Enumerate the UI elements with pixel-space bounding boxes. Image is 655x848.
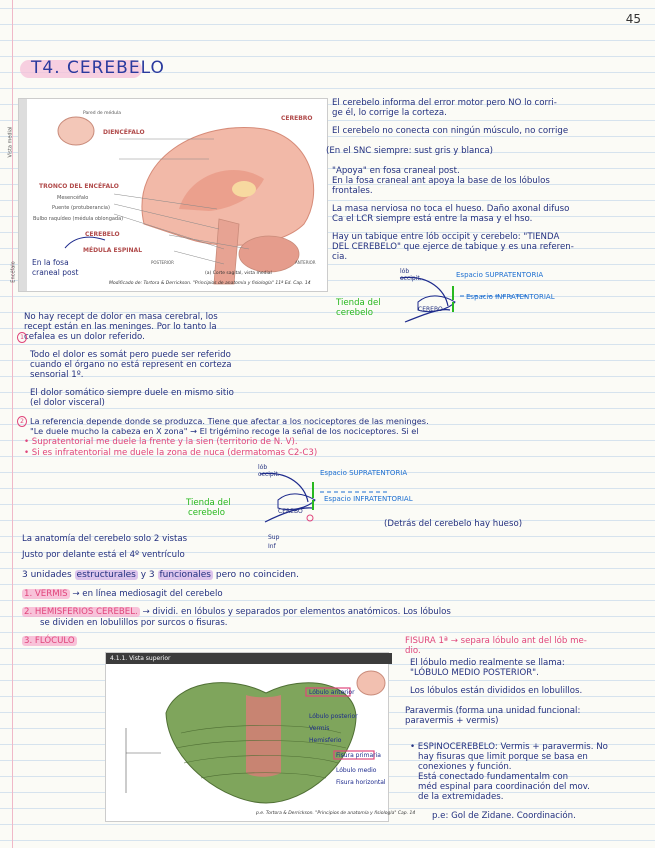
rb-note-1: FISURA 1ª → separa lóbulo ant del lób me-	[405, 636, 587, 646]
item3-line	[22, 636, 77, 647]
mid-note-9: La referencia depende donde se produzca. Tiene que afectar a los nociceptores de las meninges.	[30, 416, 429, 426]
right-note-3: El cerebelo no conecta con ningún músculo, no corrige	[332, 126, 569, 136]
fosa-note-2: craneal post	[32, 268, 79, 277]
diag2-lob: lób	[258, 464, 268, 471]
funcionales-highlight: funcionales	[159, 570, 211, 580]
right-note-11: DEL CEREBELO" que ejerce de tabique y es una referen-	[332, 242, 574, 252]
diag2-occipit: occipit.	[258, 471, 280, 478]
vista-sup: Sup	[268, 534, 280, 541]
mid-note-6: sensorial 1º.	[30, 370, 84, 380]
right-note-7: frontales.	[332, 186, 373, 196]
right-note-5: "Apoya" en fosa craneal post.	[332, 166, 460, 176]
figure-caption: Modificado de: Tortora & Derrickson. "Principios de anatomía y fisiología" 11ª Ed. Cap. 14	[109, 281, 311, 286]
mid-note-2: recept están en las meninges. Por lo tanto la	[24, 322, 217, 332]
fig2-label-2: Vermis	[309, 725, 330, 732]
item2-text: → dividi. en lóbulos y separados por elementos anatómicos. Los lóbulos	[142, 607, 451, 617]
label-cerebro: CEREBRO	[281, 115, 313, 122]
unidades-pre: 3 unidades	[22, 570, 72, 580]
vista-inf: Inf	[268, 543, 276, 550]
circle-num-2: 2	[17, 416, 27, 427]
label-anterior: ANTERIOR	[295, 260, 316, 265]
fig2-label-0: Lóbulo anterior	[309, 689, 355, 696]
vistas-note: La anatomía del cerebelo solo 2 vistas	[22, 534, 188, 544]
diag2-tienda-2: cerebelo	[188, 508, 226, 518]
fig2-label-6: Fisura horizontal	[336, 779, 386, 786]
label-mesencefalo: Mesencéfalo	[57, 195, 89, 201]
right-note-1: El cerebelo informa del error motor pero NO lo corri-	[332, 98, 557, 108]
rb-note-3: El lóbulo medio realmente se llama:	[410, 658, 565, 668]
label-medula: MÉDULA ESPINAL	[83, 247, 143, 254]
page-number: 45	[625, 12, 641, 26]
mid-note-4: Todo el dolor es somát pero puede ser referido	[30, 350, 231, 360]
ventriculo-note: Justo por delante está el 4º ventrículo	[22, 550, 185, 560]
item3-label: 3. FLÓCULO	[24, 636, 75, 646]
diag2-cerebro: CEREBO	[278, 508, 303, 515]
diag2-infra: Espacio INFRATENTORIAL	[324, 495, 413, 503]
rb-note-8: • ESPINOCEREBELO: Vermis + paravermis. No	[410, 742, 608, 752]
diag1-infra: Espacio INFRATENTORIAL	[466, 293, 555, 301]
rb-note-13: de la extremidades.	[418, 792, 504, 802]
right-note-2: ge él, lo corrige la corteza.	[332, 108, 447, 118]
page-title: T4. CEREBELO	[31, 58, 165, 78]
diag1-supra: Espacio SUPRATENTORIA	[456, 271, 544, 279]
diag1-occipit: occipit.	[400, 275, 422, 282]
mid-note-12: • Si es infratentorial me duele la zona de nuca (dermatomas C2-C3)	[24, 448, 318, 458]
circle-num-1: 1	[17, 332, 27, 343]
right-note-8: La masa nerviosa no toca el hueso. Daño axonal difuso	[332, 204, 570, 214]
item1-text: → en línea mediosagit del cerebelo	[72, 589, 223, 599]
fosa-arrow-icon	[60, 232, 110, 250]
right-note-9: Ca el LCR siempre está entre la masa y el hso.	[332, 214, 533, 224]
diag1-tienda-2: cerebelo	[336, 308, 374, 318]
mid-note-10: "Le duele mucho la cabeza en X zona" → El trigémino recoge la señal de los nociceptores. Si el	[30, 426, 419, 436]
mid-note-3: cefalea es un dolor referido.	[24, 332, 145, 342]
side-bottom-label: Encéfalo	[10, 261, 17, 283]
diag1-tienda-1: Tienda del	[336, 298, 381, 308]
mid-note-8: (el dolor visceral)	[30, 398, 105, 408]
label-cerebelo: CEREBELO	[85, 231, 120, 238]
fig2-label-4: Fisura primaria	[336, 752, 381, 759]
side-label: Vista medial	[7, 126, 14, 158]
rb-note-11: Está conectado fundamentalm con	[418, 772, 569, 782]
fosa-note-1: En la fosa	[32, 258, 69, 267]
item1-line	[22, 589, 223, 600]
right-note-12: cia.	[332, 252, 348, 262]
mid-note-1: No hay recept de dolor en masa cerebral, los	[24, 312, 218, 322]
fig2-label-3: Hemisferio	[309, 737, 342, 744]
unidades-post: pero no coinciden.	[215, 570, 299, 580]
fig2-label-5: Lóbulo medio	[336, 767, 377, 774]
rb-note-7: paravermis + vermis)	[405, 716, 499, 726]
rb-note-12: méd espinal para coordinación del mov.	[418, 782, 590, 792]
rb-note-2: dio.	[405, 646, 421, 656]
fig2-caption: p.e. Tortora & Derrickson. "Principios de anatomía y fisiología" Cap. 14	[256, 811, 416, 816]
right-note-4: (En el SNC siempre: sust gris y blanca)	[326, 146, 494, 156]
figure2-header: 4.1.1. Vista superior	[106, 653, 392, 664]
fig2-label-1: Lóbulo posterior	[309, 713, 358, 720]
diag2-tienda-1: Tienda del	[186, 498, 231, 508]
mid-note-7: El dolor somático siempre duele en mismo sitio	[30, 388, 234, 398]
label-puente: Puente (protuberancia)	[52, 205, 110, 211]
diag2-supra: Espacio SUPRATENTORIA	[320, 469, 408, 477]
item1-label: 1. VERMIS	[24, 589, 68, 599]
rb-note-6: Paravermis (forma una unidad funcional:	[405, 706, 581, 716]
rb-note-5: Los lóbulos están divididos en lobulillos.	[410, 686, 583, 696]
orient-caption: (a) Corte sagital, vista medial	[205, 271, 272, 276]
estructurales-highlight: estructurales	[76, 570, 136, 580]
diag1-cerebro: CEREBO	[418, 306, 443, 313]
label-posterior: POSTERIOR	[151, 260, 174, 265]
label-diencefalo: DIENCÉFALO	[103, 129, 145, 136]
rb-note-10: conexiones y función.	[418, 762, 512, 772]
label-tronco: TRONCO DEL ENCÉFALO	[39, 183, 119, 190]
item2-line	[22, 607, 451, 618]
rb-note-4: "LÓBULO MEDIO POSTERIOR".	[410, 668, 539, 678]
item2-line-2: se dividen en lobulillos por surcos o fisuras.	[40, 618, 228, 628]
cerebellum-figure	[105, 652, 416, 822]
unidades-mid: y 3	[140, 570, 155, 580]
right-note-10: Hay un tabique entre lób occipit y cerebelo: "TIENDA	[332, 232, 560, 242]
label-bulbo: Bulbo raquídeo (médula oblongada)	[33, 216, 124, 222]
right-note-6: En la fosa craneal ant apoya la base de los lóbulos	[332, 176, 550, 186]
unidades-line	[22, 570, 299, 581]
diag2-note: (Detrás del cerebelo hay hueso)	[384, 519, 523, 529]
item2-label: 2. HEMISFERIOS CEREBEL.	[24, 607, 138, 617]
rb-note-14: p.e: Gol de Zidane. Coordinación.	[432, 811, 576, 821]
diag1-lob: lób	[400, 268, 410, 275]
cerebellum-illustration	[106, 653, 388, 821]
mid-note-5: cuando el órgano no está represent en corteza	[30, 360, 232, 370]
label-pared: Pared de médula	[83, 111, 121, 116]
rb-note-9: hay fisuras que limit porque se basa en	[418, 752, 588, 762]
mid-note-11: • Supratentorial me duele la frente y la sien (territorio de N. V).	[24, 437, 298, 447]
